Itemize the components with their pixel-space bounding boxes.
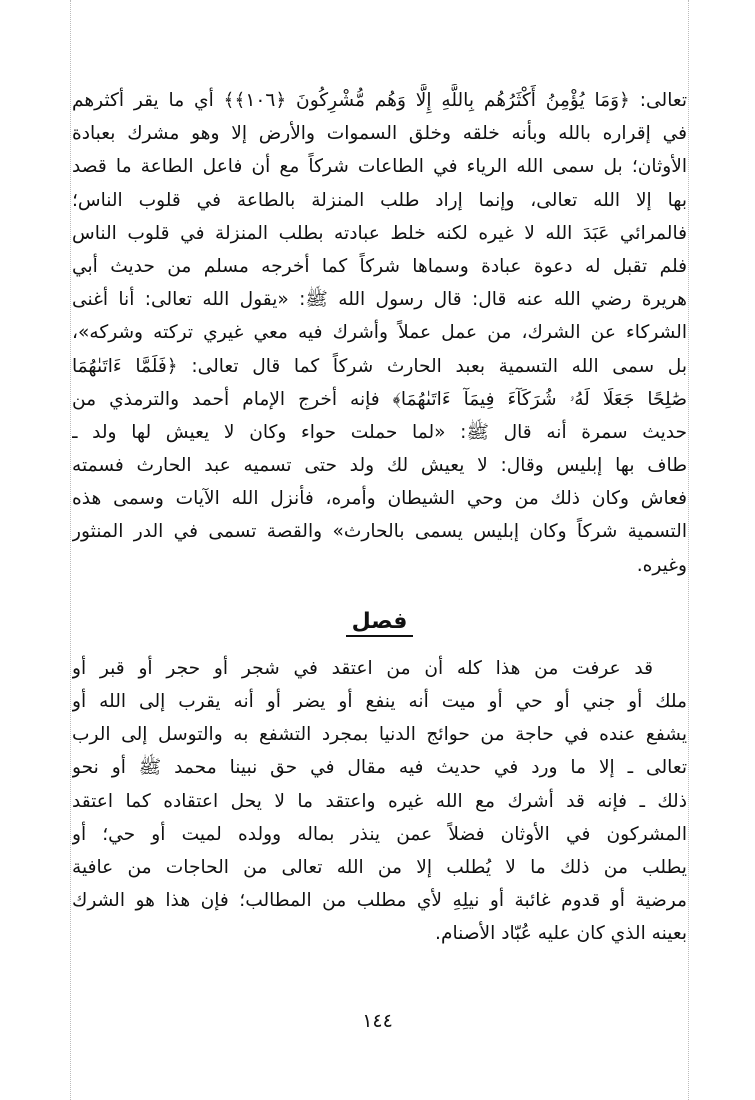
text-line: طاف بها إبليس وقال: لا يعيش لك ولد حتى تسميه عبد الحارث فسمته bbox=[72, 455, 687, 477]
text-line: بعينه الذي كان عليه عُبّاد الأصنام. bbox=[435, 923, 687, 945]
text-line: صَٰلِحًا جَعَلَا لَهُۥ شُرَكَآءَ فِيمَآ ءَاتَىٰهُمَا﴾ فإنه أخرج الإمام أحمد والترمذي من bbox=[72, 388, 687, 410]
text-line: التسمية شركاً وكان إبليس يسمى بالحارث» والقصة تسمى في الدر المنثور bbox=[72, 521, 687, 543]
text-line: يطلب من ذلك ما لا يُطلب إلا من الله تعالى من الحاجات من عافية bbox=[72, 856, 687, 878]
text-line: بل سمى الله التسمية بعبد الحارث شركاً كما قال تعالى: ﴿فَلَمَّا ءَاتَىٰهُمَا bbox=[72, 355, 687, 377]
text-line: حديث سمرة أنه قال ﷺ: «لما حملت حواء وكان لا يعيش لها ولد ـ bbox=[72, 421, 687, 443]
section-heading bbox=[72, 602, 687, 642]
text-line: في إقراره بالله وبأنه خلقه وخلق السموات والأرض إلا وهو مشرك بعبادة bbox=[72, 123, 687, 145]
text-line: فعاش وكان ذلك من وحي الشيطان وأمره، فأنزل الله الآيات وسمى هذه bbox=[72, 488, 687, 510]
paragraph-2 bbox=[72, 652, 687, 951]
text-line: هريرة رضي الله عنه قال: قال رسول الله ﷺ: «يقول الله تعالى: أنا أغنى bbox=[72, 289, 687, 311]
text-line: ملك أو جني أو حي أو ميت أنه ينفع أو يضر أو أنه يقرب إلى الله أو bbox=[72, 691, 687, 712]
text-line: تعالى ـ إلا ما ورد في حديث فيه مقال في حق نبينا محمد ﷺ أو نحو bbox=[72, 757, 687, 779]
text-line: الأوثان؛ بل سمى الله الرياء في الطاعات شركاً مع أن فاعل الطاعة ما قصد bbox=[72, 156, 687, 178]
paragraph-1 bbox=[72, 84, 687, 582]
text-line: الشركاء عن الشرك، من عمل عملاً وأشرك فيه معي غيري تركته وشركه»، bbox=[72, 322, 687, 344]
text-line: قد عرفت من هذا كله أن من اعتقد في شجر أو حجر أو قبر أو bbox=[72, 657, 653, 679]
text-line: فلم تقبل له دعوة عبادة وسماها شركاً كما أخرجه مسلم من حديث أبي bbox=[72, 255, 687, 277]
text-line: بها إلا الله تعالى، وإنما إراد طلب المنزلة بالطاعة في قلوب الناس؛ bbox=[72, 189, 687, 211]
text-line: المشركون في الأوثان فضلاً عمن ينذر بماله وولده لميت أو حي؛ أو bbox=[72, 823, 687, 845]
text-line: مرضية أو قدوم غائبة أو نيلِهِ لأي مطلب من المطالب؛ فإن هذا هو الشرك bbox=[72, 890, 687, 912]
page-number: ١٤٤ bbox=[362, 1010, 393, 1032]
text-line: تعالى: ﴿وَمَا يُؤْمِنُ أَكْثَرُهُم بِاللَّهِ إِلَّا وَهُم مُّشْرِكُونَ ﴿١٠٦﴾﴾ أي ما يقر أكثرهم bbox=[72, 90, 687, 111]
text-line: فالمرائي عَبَدَ الله لا غيره لكنه خلط عبادته بطلب المنزلة في قلوب الناس bbox=[72, 222, 687, 244]
text-line: وغيره. bbox=[636, 554, 687, 576]
text-line: ذلك ـ فإنه قد أشرك مع الله غيره واعتقد ما لا يحل اعتقاده كما اعتقد bbox=[72, 790, 687, 812]
text-line: يشفع عنده في حاجة من حوائج الدنيا بمجرد التشفع به والتوسل إلى الرب bbox=[72, 724, 687, 746]
section-heading-text: فصل bbox=[346, 609, 414, 637]
